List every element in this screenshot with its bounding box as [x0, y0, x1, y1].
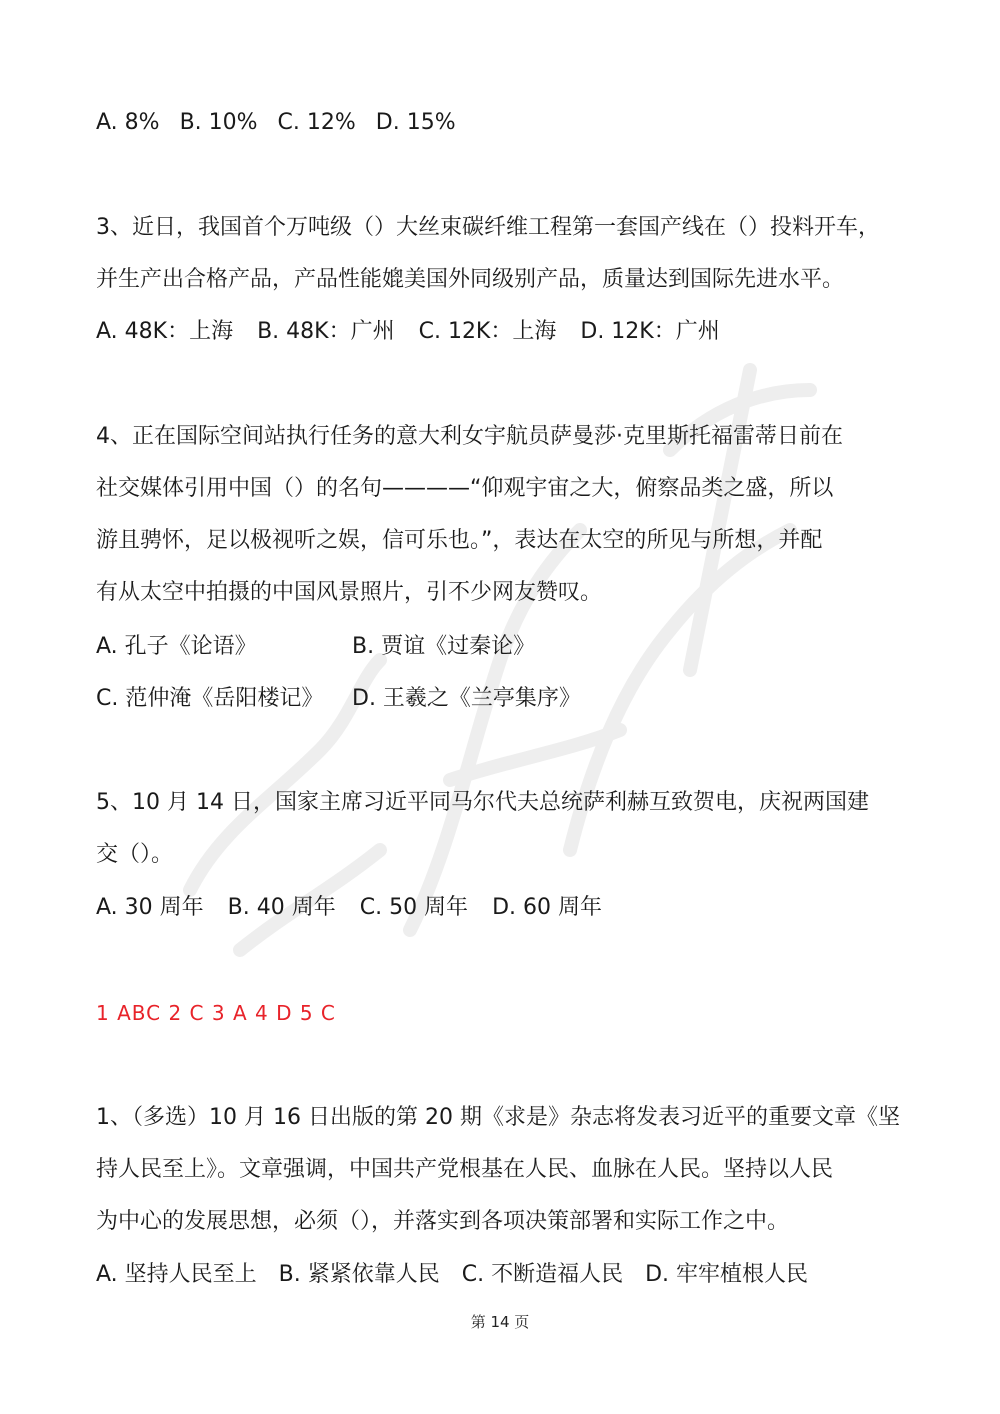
q4-options-row2: [96, 684, 581, 714]
q3-text-line: 3、近日，我国首个万吨级（）大丝束碳纤维工程第一套国产线在（）投料开车，: [96, 215, 880, 240]
option-c: C. 不断造福人民: [461, 1262, 624, 1287]
option-c: C. 12%: [277, 110, 356, 135]
option-b: B. 贾谊《过秦论》: [352, 634, 536, 659]
option-d: D. 60 周年: [492, 895, 602, 920]
option-a: A. 8%: [96, 110, 160, 135]
q5-text-line: 5、10 月 14 日，国家主席习近平同马尔代夫总统萨利赫互致贺电，庆祝两国建: [96, 790, 869, 815]
q2-options: [96, 108, 456, 138]
option-c: C. 50 周年: [359, 895, 469, 920]
q5-text-line: 交（）。: [96, 842, 174, 867]
option-a: A. 30 周年: [96, 895, 204, 920]
q4-text-line: 有从太空中拍摄的中国风景照片，引不少网友赞叹。: [96, 580, 603, 605]
q3-text-line: 并生产出合格产品，产品性能媲美国外同级别产品，质量达到国际先进水平。: [96, 267, 845, 292]
q4-text-line: 游且骋怀，足以极视听之娱，信可乐也。”，表达在太空的所见与所想，并配: [96, 528, 823, 553]
next-q1-text-line: 1、（多选）10 月 16 日出版的第 20 期《求是》杂志将发表习近平的重要文章《坚: [96, 1105, 900, 1130]
option-d: D. 15%: [375, 110, 456, 135]
option-c: C. 12K：上海: [418, 319, 557, 344]
next-q1-text-line: 持人民至上》。文章强调，中国共产党根基在人民、血脉在人民。坚持以人民: [96, 1157, 834, 1182]
option-a: A. 坚持人民至上: [96, 1262, 257, 1287]
option-a: A. 48K：上海: [96, 319, 234, 344]
q4-options-row1: [96, 632, 535, 662]
option-d: D. 12K：广州: [580, 319, 720, 344]
next-q1-options: [96, 1260, 808, 1290]
option-b: B. 紧紧依靠人民: [278, 1262, 440, 1287]
option-b: B. 40 周年: [227, 895, 336, 920]
q5-options: [96, 893, 602, 923]
page-number: 第 14 页: [470, 1313, 530, 1331]
option-d: D. 牢牢植根人民: [645, 1262, 809, 1287]
option-c: C. 范仲淹《岳阳楼记》: [96, 686, 324, 711]
next-q1-text-line: 为中心的发展思想，必须（），并落实到各项决策部署和实际工作之中。: [96, 1209, 790, 1234]
option-d: D. 王羲之《兰亭集序》: [352, 686, 581, 711]
option-b: B. 48K：广州: [257, 319, 395, 344]
answer-key: 1 ABC 2 C 3 A 4 D 5 C: [96, 1001, 336, 1025]
option-b: B. 10%: [179, 110, 258, 135]
option-a: A. 孔子《论语》: [96, 634, 257, 659]
q4-text-line: 4、正在国际空间站执行任务的意大利女宇航员萨曼莎·克里斯托福雷蒂日前在: [96, 424, 843, 449]
q4-text-line: 社交媒体引用中国（）的名句————“仰观宇宙之大，俯察品类之盛，所以: [96, 476, 834, 501]
q3-options: [96, 317, 720, 347]
